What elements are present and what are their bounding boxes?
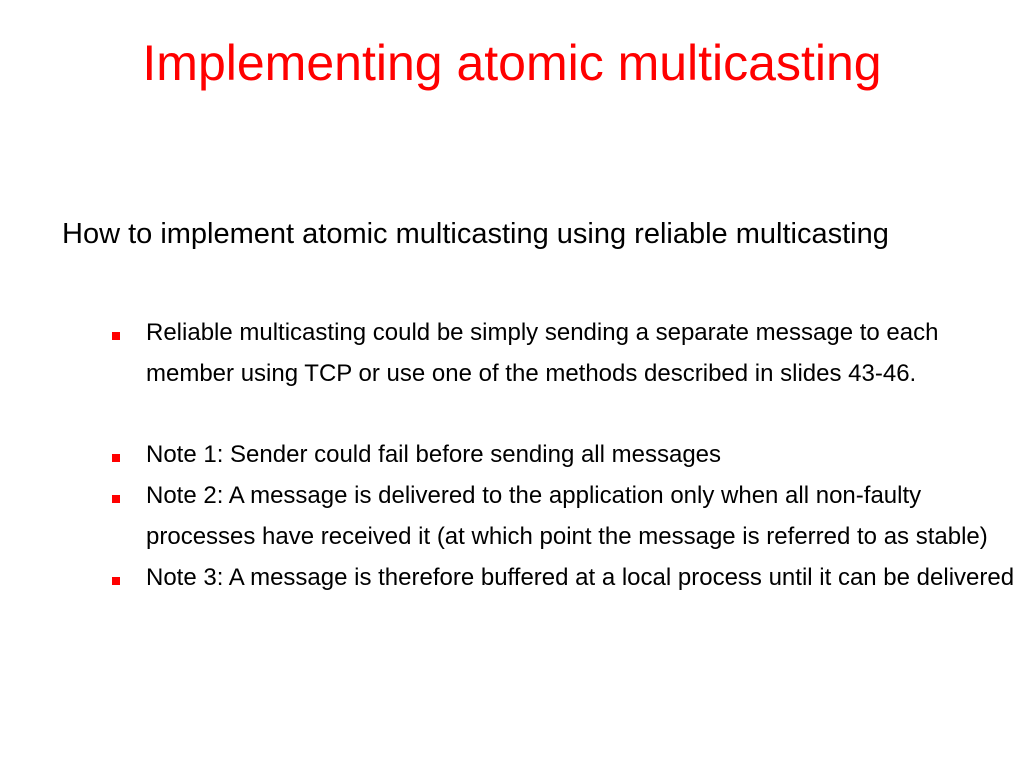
bullet-item [110,312,1024,394]
bullet-item [110,557,1024,598]
lead-paragraph: How to implement atomic multicasting using reliable multicasting [62,218,889,250]
slide-title: Implementing atomic multicasting [142,35,882,91]
square-bullet-icon [112,495,120,503]
square-bullet-icon [112,332,120,340]
bullet-text: Note 1: Sender could fail before sending all messages [146,441,722,468]
bullet-item [110,475,1024,557]
square-bullet-icon [112,577,120,585]
bullet-text: Note 2: A message is delivered to the application only when all non-faulty processes have received it (at which point the message is referred to as stable) [146,482,988,550]
bullet-item [110,434,1024,475]
bullet-list [110,312,1024,598]
square-bullet-icon [112,454,120,462]
bullet-text: Reliable multicasting could be simply sending a separate message to each member using TCP or use one of the methods described in slides 43-46. [146,319,939,387]
bullet-text: Note 3: A message is therefore buffered at a local process until it can be delivered [146,564,1015,591]
